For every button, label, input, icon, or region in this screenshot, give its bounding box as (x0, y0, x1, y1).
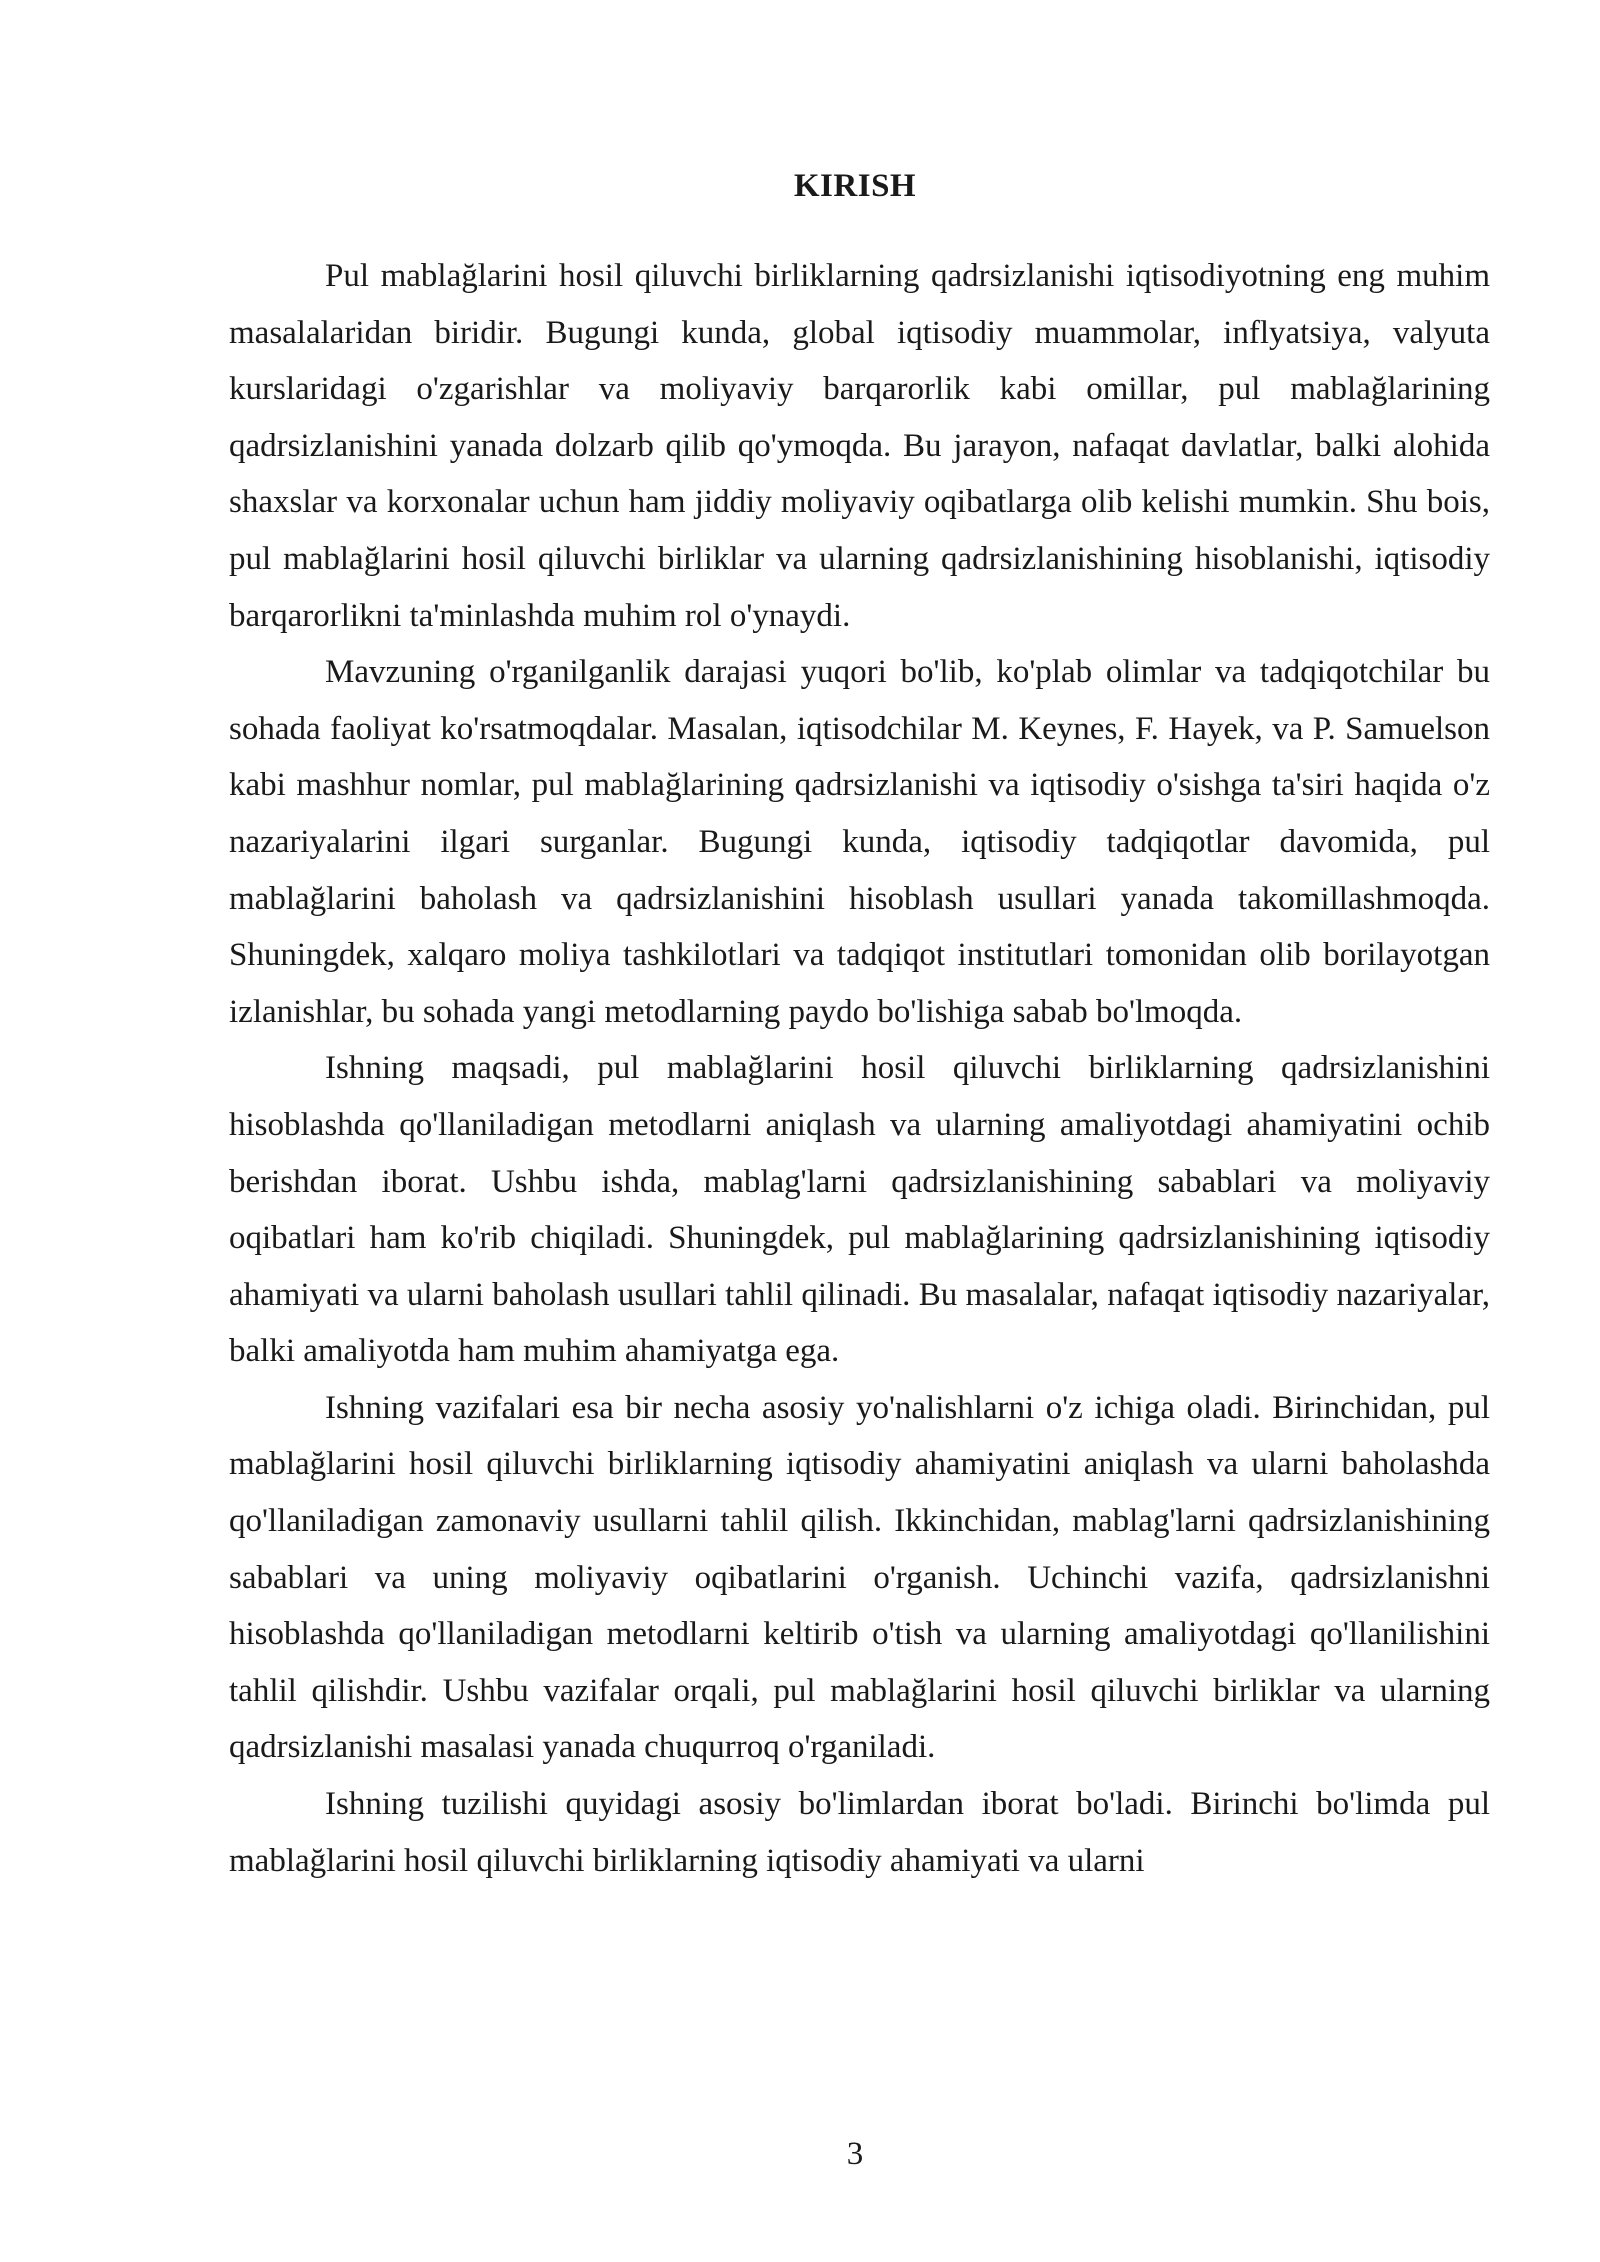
paragraph-introduction: Pul mablağlarini hosil qiluvchi birliklarning qadrsizlanishi iqtisodiyotning eng muhim masalalaridan biridir. Bugungi kunda, global iqtisodiy muammolar, inflyatsiya, valyuta kurslaridagi o'zgarishlar va moliyaviy barqarorlik kabi omillar, pul mablağlarining qadrsizlanishini yanada dolzarb qilib qo'ymoqda. Bu jarayon, nafaqat davlatlar, balki alohida shaxslar va korxonalar uchun ham jiddiy moliyaviy oqibatlarga olib kelishi mumkin. Shu bois, pul mablağlarini hosil qiluvchi birliklar va ularning qadrsizlanishining hisoblanishi, iqtisodiy barqarorlikni ta'minlashda muhim rol o'ynaydi. (229, 258, 1490, 634)
paragraph-research-status: Mavzuning o'rganilganlik darajasi yuqori bo'lib, ko'plab olimlar va tadqiqotchilar bu sohada faoliyat ko'rsatmoqdalar. Masalan, iqtisodchilar M. Keynes, F. Hayek, va P. Samuelson kabi mashhur nomlar, pul mablağlarining qadrsizlanishi va iqtisodiy o'sishga ta'siri haqida o'z nazariyalarini ilgari surganlar. Bugungi kunda, iqtisodiy tadqiqotlar davomida, pul mablağlarini baholash va qadrsizlanishini hisoblash usullari yanada takomillashmoqda. Shuningdek, xalqaro moliya tashkilotlari va tadqiqot institutlari tomonidan olib borilayotgan izlanishlar, bu sohada yangi metodlarning paydo bo'lishiga sabab bo'lmoqda. (229, 654, 1490, 1030)
paragraph-structure: Ishning tuzilishi quyidagi asosiy bo'limlardan iborat bo'ladi. Birinchi bo'limda pul mablağlarini hosil qiluvchi birliklarning iqtisodiy ahamiyati va ularni (229, 1786, 1490, 1879)
paragraph-tasks: Ishning vazifalari esa bir necha asosiy yo'nalishlarni o'z ichiga oladi. Birinchidan, pul mablağlarini hosil qiluvchi birliklarning iqtisodiy ahamiyatini aniqlash va ularni baholashda qo'llaniladigan zamonaviy usullarni tahlil qilish. Ikkinchidan, mablag'larni qadrsizlanishining sabablari va uning moliyaviy oqibatlarini o'rganish. Uchinchi vazifa, qadrsizlanishni hisoblashda qo'llaniladigan metodlarni keltirib o'tish va ularning amaliyotdagi qo'llanilishini tahlil qilishdir. Ushbu vazifalar orqali, pul mablağlarini hosil qiluvchi birliklar va ularning qadrsizlanishi masalasi yanada chuqurroq o'rganiladi. (229, 1389, 1490, 1766)
body-text (229, 248, 1490, 1889)
paragraph-aim: Ishning maqsadi, pul mablağlarini hosil qiluvchi birliklarning qadrsizlanishini hisoblashda qo'llaniladigan metodlarni aniqlash va ularning amaliyotdagi ahamiyatini ochib berishdan iborat. Ushbu ishda, mablag'larni qadrsizlanishining sabablari va moliyaviy oqibatlari ham ko'rib chiqiladi. Shuningdek, pul mablağlarining qadrsizlanishining iqtisodiy ahamiyati va ularni baholash usullari tahlil qilinadi. Bu masalalar, nafaqat iqtisodiy nazariyalar, balki amaliyotda ham muhim ahamiyatga ega. (229, 1050, 1490, 1370)
section-title: KIRISH (793, 168, 917, 204)
page-number: 3 (846, 2136, 864, 2172)
